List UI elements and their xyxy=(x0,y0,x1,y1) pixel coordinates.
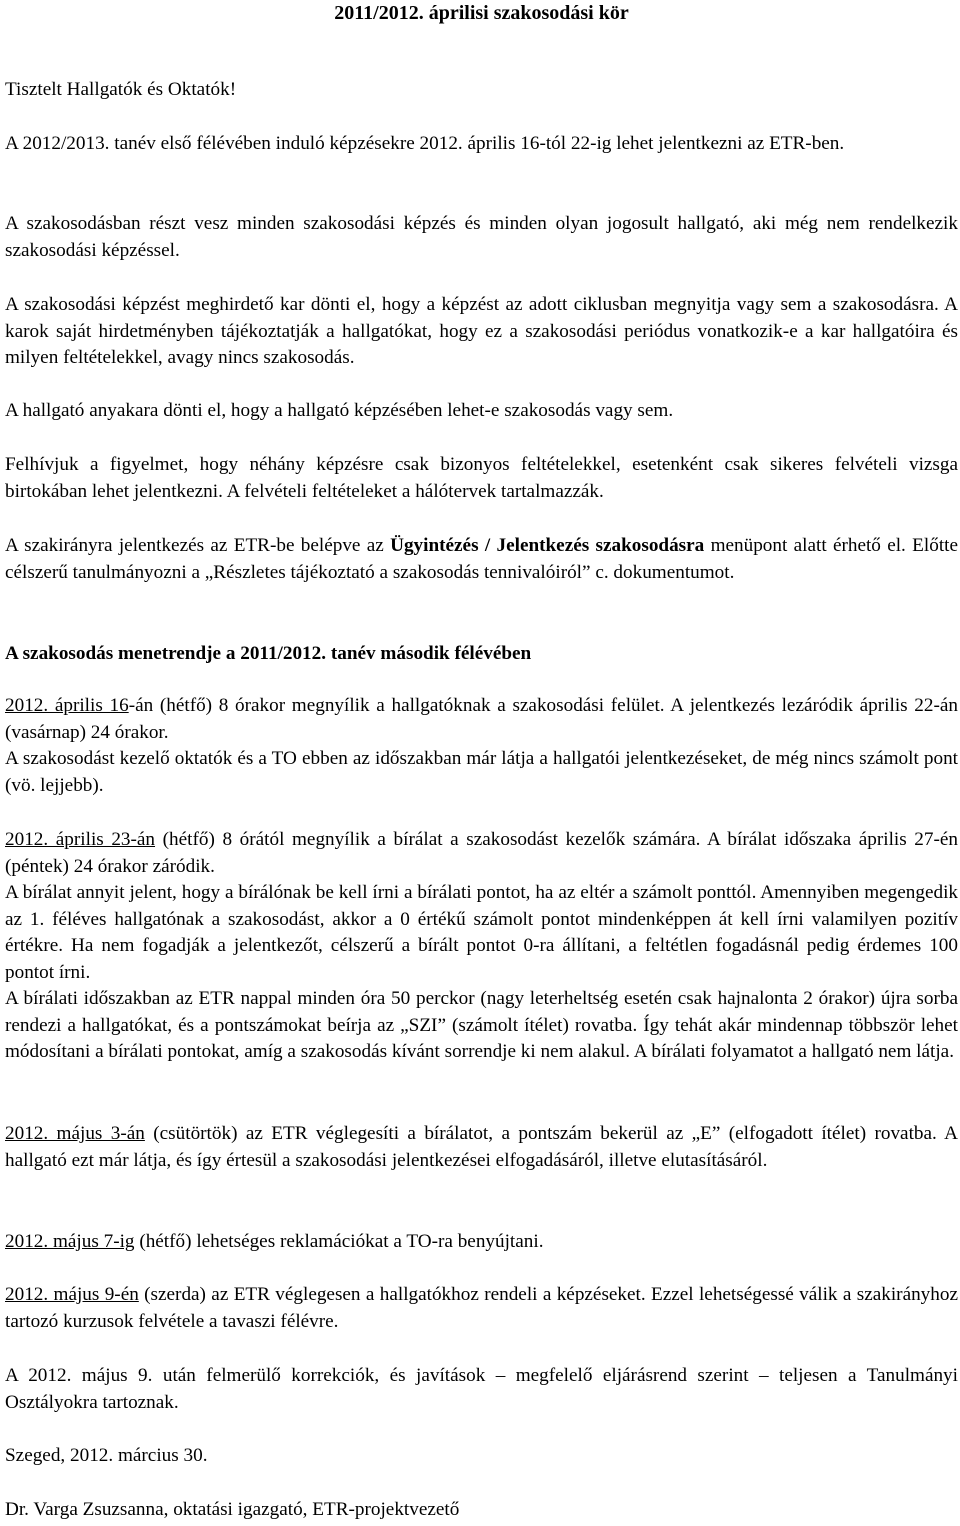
schedule-item-text xyxy=(5,1121,958,1174)
schedule-item-note: A szakosodást kezelő oktatók és a TO ebben az időszakban már látja a hallgatói jelentkezéseket, de még nincs számolt pont (vö. lejjebb). xyxy=(5,748,958,796)
schedule-date: 2012. május 3-án xyxy=(5,1123,145,1144)
schedule-date: 2012. május 9-én xyxy=(5,1284,139,1305)
schedule-description: (hétfő) 8 órától megnyílik a bírálat a szakosodást kezelők számára. A bírálat időszaka április 27-én (péntek) 24 órakor záródik. xyxy=(5,829,958,877)
corrections-paragraph: A 2012. május 9. után felmerülő korrekciók, és javítások – megfelelő eljárásrend szerint – teljesen a Tanulmányi Osztályokra tartoznak. xyxy=(5,1365,958,1413)
intro-paragraph: A 2012/2013. tanév első félévében induló képzésekre 2012. április 16-tól 22-ig lehet jelentkezni az ETR-ben. xyxy=(5,133,845,154)
signature: Dr. Varga Zsuzsanna, oktatási igazgató, ETR-projektvezető xyxy=(5,1499,460,1520)
attention-paragraph: Felhívjuk a figyelmet, hogy néhány képzésre csak bizonyos feltételekkel, esetenként csak sikeres felvételi vizsga birtokában lehet jelentkezni. A felvételi feltételeket a hálótervek tartalmazzák. xyxy=(5,454,958,502)
menu-paragraph xyxy=(5,533,958,586)
faculty-decision-paragraph: A szakosodási képzést meghirdető kar dönti el, hogy a képzést az adott ciklusban megnyitja vagy sem a szakosodásra. A karok saját hirdetményben tájékoztatják a hallgatókat, hogy ez a szakosodási periódus vonatkozik-e a kar hallgatóira és milyen feltételekkel, avagy nincs szakosodás. xyxy=(5,294,958,368)
schedule-item-text xyxy=(5,827,958,880)
menu-path: Ügyintézés / Jelentkezés szakosodásra xyxy=(390,535,705,556)
schedule-description: (szerda) az ETR véglegesen a hallgatókhoz rendeli a képzéseket. Ezzel lehetségessé válik a szakirányhoz tartozó kurzusok felvétele a tavaszi félévre. xyxy=(5,1284,958,1332)
schedule-item-note: A bírálati időszakban az ETR nappal minden óra 50 perckor (nagy leterheltség esetén csak hajnalonta 2 órakor) újra sorba rendezi a hallgatókat, és a pontszámokat beírja az „SZI” (számolt ítélet) rovatba. Így tehát akár mindennap többször lehet módosítani a bírálati pontokat, amíg a szakosodás kívánt sorrendje ki nem alakul. A bírálati folyamatot a hallgató nem látja. xyxy=(5,988,958,1062)
schedule-date: 2012. április 16 xyxy=(5,695,129,716)
schedule-description: -án (hétfő) 8 órakor megnyílik a hallgatóknak a szakosodási felület. A jelentkezés lezáródik április 22-án (vasárnap) 24 órakor. xyxy=(5,695,958,743)
schedule-item-text xyxy=(5,693,958,746)
greeting: Tisztelt Hallgatók és Oktatók! xyxy=(5,79,237,100)
schedule-description: (csütörtök) az ETR véglegesíti a bírálatot, a pontszám bekerül az „E” (elfogadott ítélet) rovatba. A hallgató ezt már látja, és így értesül a szakosodási jelentkezései elfogadásáról, illetve elutasításáról. xyxy=(5,1123,958,1171)
schedule-date: 2012. május 7-ig xyxy=(5,1231,135,1252)
menu-text-after: menüpont alatt érhető el. Előtte célszerű tanulmányozni a „Részletes tájékoztató a szakosodás tennivalóiról” c. dokumentumot. xyxy=(5,535,958,583)
schedule-item-note: A bírálat annyit jelent, hogy a bírálónak be kell írni a bírálati pontot, ha az eltér a számolt ponttól. Amennyiben megengedik az 1. féléves hallgatónak a szakosodást, akkor a 0 értékű számolt pontot mindenképpen át kell írni valamilyen pozitív értékre. Ha nem fogadják a jelentkezőt, célszerű a bírált pontot 0-ra állítani, a feltétlen fogadásnál pedig érdemes 100 pontot írni. xyxy=(5,882,958,983)
menu-text-before: A szakirányra jelentkezés az ETR-be belépve az xyxy=(5,535,391,556)
document-title: 2011/2012. áprilisi szakosodási kör xyxy=(334,2,629,24)
schedule-item-text xyxy=(5,1282,958,1335)
schedule-description: (hétfő) lehetséges reklamációkat a TO-ra benyújtani. xyxy=(134,1231,544,1252)
schedule-date: 2012. április 23-án xyxy=(5,829,156,850)
schedule-heading: A szakosodás menetrendje a 2011/2012. tanév második félévében xyxy=(5,643,532,664)
place-date: Szeged, 2012. március 30. xyxy=(5,1445,208,1466)
home-faculty-paragraph: A hallgató anyakara dönti el, hogy a hallgató képzésében lehet-e szakosodás vagy sem. xyxy=(5,400,674,421)
schedule-item-text xyxy=(5,1229,958,1256)
participants-paragraph: A szakosodásban részt vesz minden szakosodási képzés és minden olyan jogosult hallgató, aki még nem rendelkezik szakosodási képzéssel. xyxy=(5,213,958,261)
